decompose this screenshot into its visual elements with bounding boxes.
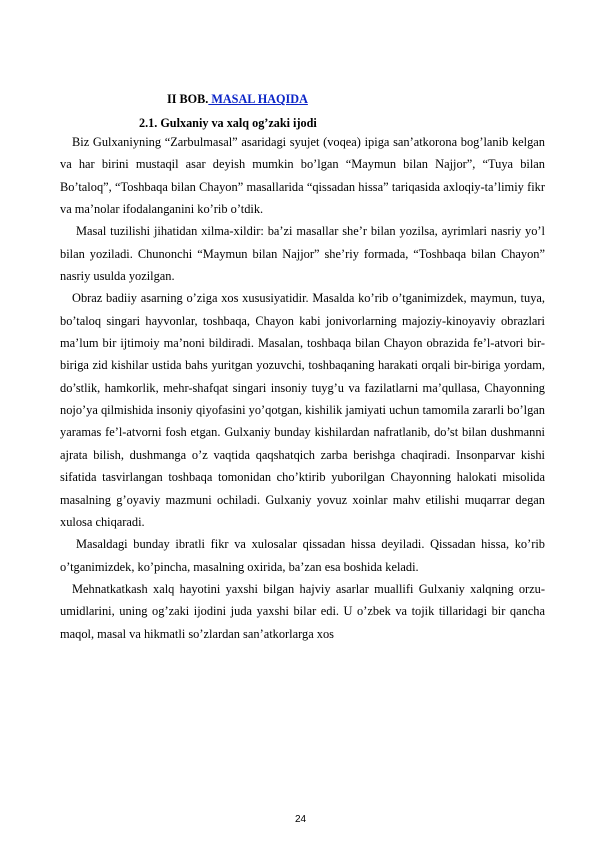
paragraph-2: Masal tuzilishi jihatidan xilma-xildir: ba’zi masallar she’r bilan yozilsa, ayrimlari nasriy yo’l bilan yoziladi. Chunonchi “Maymun bilan Najjor” she’riy formada, “Toshbaqa bilan Chayon” nasriy usulda yozilgan.: [60, 224, 545, 284]
paragraph-5: Mehnatkatkash xalq hayotini yaxshi bilgan hajviy asarlar muallifi Gulxaniy xalqning orzu-umidlarini, uning og’zaki ijodini juda yaxshi bilar edi. U o’zbek va tojik tillaridagi bir qancha maqol, masal va hikmatli so’zlardan san’atkorlarga xos: [60, 581, 545, 641]
chapter-prefix: II BOB.: [167, 92, 209, 106]
chapter-heading: [167, 92, 308, 107]
chapter-title-link[interactable]: MASAL HAQIDA: [208, 92, 308, 106]
section-title: 2.1. Gulxaniy va xalq og’zaki ijodi: [139, 116, 317, 130]
paragraph-3: Obraz badiiy asarning o’ziga xos xususiyatidir. Masalda ko’rib o’tganimizdek, maymun, tuya, bo’taloq singari hayvonlar, toshbaqa, Chayon kabi jonivorlarning majoziy-kinoyaviy obrazlari ma’lum bir ijtimoiy ma’noni bildiradi. Masalan, toshbaqa bilan Chayon obrazida fe’l-atvori bir-biriga zid kishilar ustida bahs yuritgan yozuvchi, toshbaqaning harakati orqali bir-biriga yordam, do’stlik, hamkorlik, mehr-shafqat singari insoniy tuyg’u va fazilatlarni ma’qullasa, Chayonning nojo’ya qilmishida insoniy qiyofasini yo’qotgan, kishilik jamiyati uchun tamomila zararli bo’lgan yaramas fe’l-atvorni fosh etgan. Gulxaniy bunday kishilardan nafratlanib, do’st bilan dushmanni ajrata bilish, dushmanga o’z vaqtida qaqshatqich zarba berishga chaqiradi. Insonparvar kishi sifatida tasvirlangan toshbaqa tomonidan cho’ktirib yuborilgan Chayonning halokati misolida masalning g’oyaviy mazmuni ochiladi. Gulxaniy yovuz xoinlar mahv etilishi muqarrar degan xulosa chiqaradi.: [60, 291, 545, 529]
paragraph-1: Biz Gulxaniyning “Zarbulmasal” asaridagi syujet (voqea) ipiga san’atkorona bog’lanib kelgan va har birini mustaqil asar deyish mumkin bo’lgan “Maymun bilan Najjor”, “Tuya bilan Bo’taloq”, “Toshbaqa bilan Chayon” masallarida “qissadan hissa” tariqasida axloqiy-ta’limiy fikr va ma’nolar ifodalanganini ko’rib o’tdik.: [60, 135, 545, 217]
page-number: 24: [294, 814, 307, 825]
paragraph-4: Masaldagi bunday ibratli fikr va xulosalar qissadan hissa deyiladi. Qissadan hissa, ko’rib o’tganimizdek, ko’pincha, masalning oxirida, ba’zan esa boshida keladi.: [60, 537, 545, 574]
body-text: [60, 131, 545, 645]
